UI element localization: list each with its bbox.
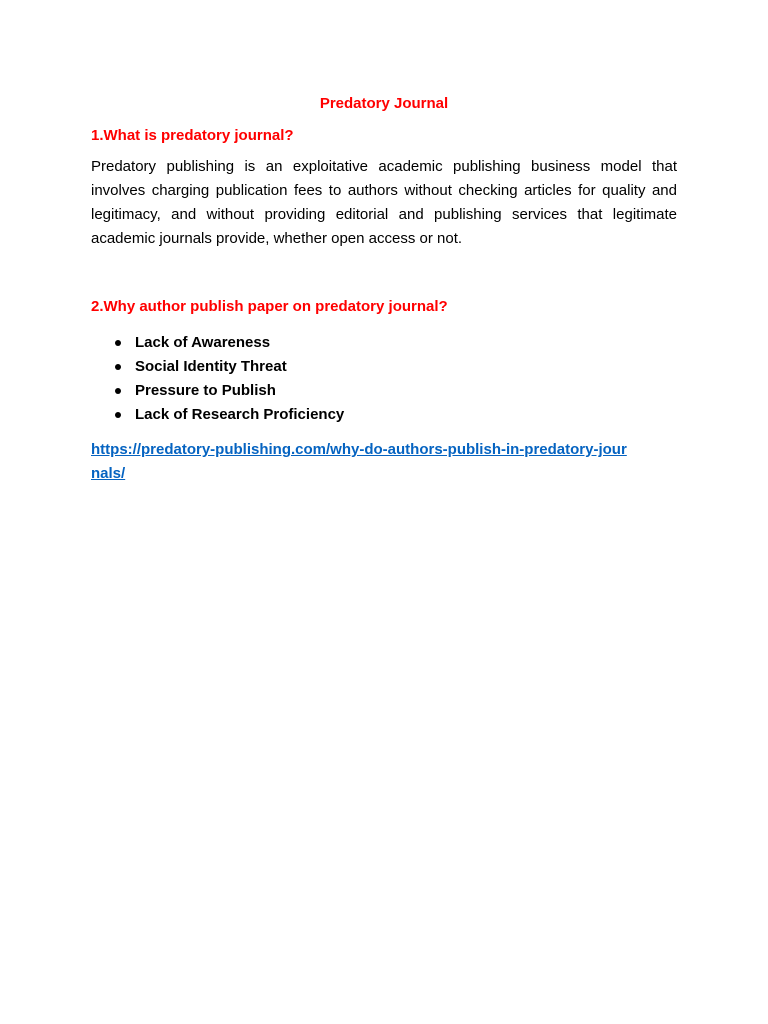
list-item — [91, 355, 677, 379]
reasons-list — [91, 331, 677, 427]
list-item-label: Social Identity Threat — [135, 358, 287, 375]
bullet-icon — [115, 412, 121, 418]
list-item — [91, 403, 677, 427]
list-item-label: Pressure to Publish — [135, 382, 276, 399]
list-item-label: Lack of Awareness — [135, 334, 271, 351]
section-1-heading: 1.What is predatory journal? — [91, 127, 294, 144]
section-2-heading: 2.Why author publish paper on predatory journal? — [91, 298, 448, 315]
document-title: Predatory Journal — [319, 95, 449, 112]
bullet-icon — [115, 364, 121, 370]
paragraph-spacer — [91, 251, 677, 297]
list-item — [91, 331, 677, 355]
document-body — [91, 94, 677, 486]
list-item — [91, 379, 677, 403]
bullet-icon — [115, 340, 121, 346]
section-1-paragraph: Predatory publishing is an exploitative academic publishing business model that involves charging publication fees to authors without checking articles for quality and legitimacy, and without providing editorial and publishing services that legitimate academic journals provide, whether open access or not. — [91, 158, 677, 247]
bullet-icon — [115, 388, 121, 394]
list-item-label: Lack of Research Proficiency — [135, 406, 345, 423]
source-link[interactable]: https://predatory-publishing.com/why-do-authors-publish-in-predatory-journals/ — [91, 441, 627, 482]
